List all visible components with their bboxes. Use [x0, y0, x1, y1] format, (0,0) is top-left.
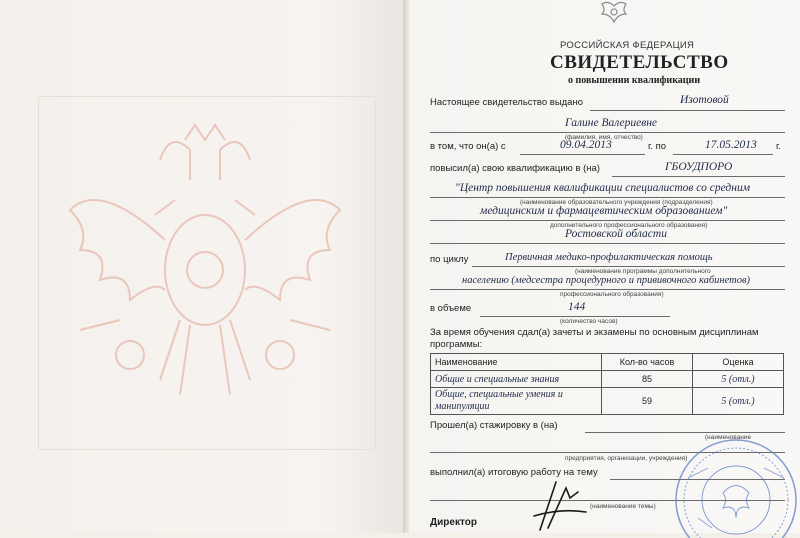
internship-caption-1: (наименование: [705, 434, 752, 441]
qualified-label: повысил(а) свою квалификацию в (на): [430, 163, 600, 174]
final-work-label: выполнил(а) итоговую работу на тему: [430, 467, 598, 478]
institution-short-line: [612, 176, 785, 177]
official-seal-icon: [668, 438, 798, 538]
table-row: [431, 371, 784, 388]
institution-line2: [430, 220, 785, 221]
hours-value: 144: [568, 301, 586, 313]
country-name: РОССИЙСКАЯ ФЕДЕРАЦИЯ: [560, 40, 695, 51]
cycle-caption-2: профессионального образования): [560, 291, 664, 298]
cycle-line2: [430, 289, 785, 290]
grades-table: [430, 353, 784, 415]
surname-value: Изотовой: [680, 94, 729, 106]
document-title: СВИДЕТЕЛЬСТВО: [550, 52, 729, 73]
internship-caption-2: предприятия, организации, учреждения): [565, 455, 688, 462]
volume-label: в объеме: [430, 303, 472, 314]
document-subtitle: о повышении квалификации: [568, 75, 701, 86]
internship-line1: [585, 432, 785, 433]
period-label: в том, что он(а) с: [430, 141, 506, 152]
institution-caption-2: дополнительного профессионального образования): [550, 222, 708, 229]
cycle-value-1: Первичная медико-профилактическая помощь: [505, 252, 713, 263]
discipline-grade: 5 (отл.): [693, 371, 784, 388]
institution-value-1: "Центр повышения квалификации специалистов со средним: [455, 182, 751, 194]
surname-line: [590, 110, 785, 111]
double-headed-eagle-icon: [60, 120, 350, 420]
exams-text-1: За время обучения сдал(а) зачеты и экзамены по основным дисциплинам: [430, 327, 759, 338]
name-caption: (фамилия, имя, отчество): [565, 134, 643, 141]
year-label: г.: [776, 141, 781, 152]
table-row: [431, 388, 784, 415]
cycle-value-2: населению (медсестра процедурного и прививочного кабинетов): [462, 275, 751, 286]
issued-label: Настоящее свидетельство выдано: [430, 97, 583, 108]
cycle-line1: [472, 266, 785, 267]
discipline-name: Общие и специальные знания: [431, 371, 602, 388]
name-value: Галине Валериевне: [565, 117, 658, 129]
name-line: [430, 132, 785, 133]
date-to-line: [673, 154, 773, 155]
director-signature: [520, 478, 590, 533]
date-from-line: [520, 154, 645, 155]
institution-caption-1: (наименование образовательного учреждения (подразделения): [520, 199, 713, 206]
final-work-caption: (наименование темы): [590, 503, 656, 510]
region-line: [430, 243, 785, 244]
discipline-hours: 85: [602, 371, 693, 388]
discipline-hours: 59: [602, 388, 693, 415]
institution-short-value: ГБОУДПОРО: [665, 161, 733, 173]
exams-text-2: программы:: [430, 339, 483, 350]
date-from-value: 09.04.2013: [560, 139, 612, 151]
cycle-label: по циклу: [430, 254, 469, 265]
hours-line: [480, 316, 670, 317]
col-grade-header: Оценка: [693, 354, 784, 371]
col-name-header: Наименование: [431, 354, 602, 371]
table-header-row: [431, 354, 784, 371]
institution-line1: [430, 197, 785, 198]
director-label: Директор: [430, 517, 477, 528]
col-hours-header: Кол-во часов: [602, 354, 693, 371]
coat-of-arms-icon: [596, 0, 632, 26]
discipline-name: Общие, специальные умения и манипуляции: [431, 388, 602, 415]
cycle-caption-1: (наименование программы дополнительного: [575, 268, 711, 275]
internship-label: Прошел(а) стажировку в (на): [430, 420, 558, 431]
discipline-grade: 5 (отл.): [693, 388, 784, 415]
institution-value-2: медицинским и фармацевтическим образованием": [480, 205, 728, 217]
region-value: Ростовской области: [565, 228, 667, 240]
hours-caption: (количество часов): [560, 318, 618, 325]
date-to-value: 17.05.2013: [705, 139, 757, 151]
year-to-label: г. по: [648, 141, 667, 152]
